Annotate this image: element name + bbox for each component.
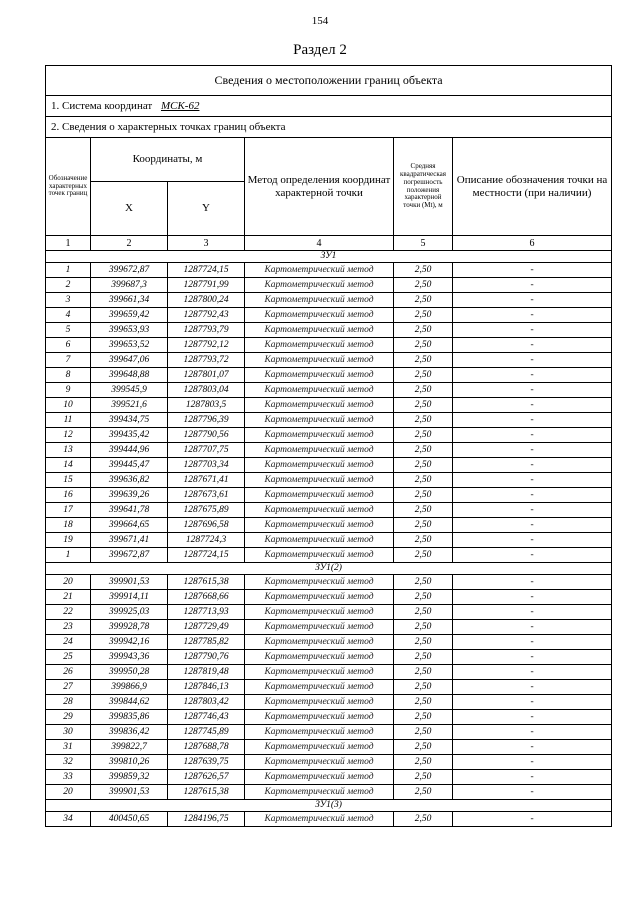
x-coordinate-cell: 399914,11 [91,590,168,605]
y-coordinate-cell: 1287785,82 [168,635,245,650]
rmse-cell: 2,50 [394,458,453,473]
x-coordinate-cell: 399653,93 [91,323,168,338]
y-coordinate-cell: 1287724,15 [168,263,245,278]
point-number-cell: 25 [46,650,91,665]
x-coordinate-cell: 399521,6 [91,398,168,413]
y-coordinate-cell: 1287803,04 [168,383,245,398]
table-row [46,590,612,605]
rmse-cell: 2,50 [394,398,453,413]
x-coordinate-cell: 399653,52 [91,338,168,353]
table-row [46,548,612,563]
rmse-cell: 2,50 [394,770,453,785]
description-cell: - [453,725,612,740]
description-cell: - [453,308,612,323]
y-coordinate-cell: 1284196,75 [168,812,245,827]
y-coordinate-cell: 1287724,3 [168,533,245,548]
description-cell: - [453,740,612,755]
x-coordinate-cell: 399435,42 [91,428,168,443]
rmse-cell: 2,50 [394,368,453,383]
x-coordinate-cell: 399859,32 [91,770,168,785]
y-coordinate-cell: 1287790,56 [168,428,245,443]
point-number-cell: 19 [46,533,91,548]
y-coordinate-cell: 1287675,89 [168,503,245,518]
point-number-cell: 18 [46,518,91,533]
y-coordinate-cell: 1287724,15 [168,548,245,563]
coordinate-system-value: МСК-62 [160,100,200,112]
point-number-cell: 33 [46,770,91,785]
x-coordinate-cell: 399545,9 [91,383,168,398]
point-number-cell: 24 [46,635,91,650]
method-cell: Картометрический метод [245,695,394,710]
rmse-cell: 2,50 [394,263,453,278]
table-row [46,620,612,635]
method-cell: Картометрический метод [245,383,394,398]
method-cell: Картометрический метод [245,755,394,770]
rmse-cell: 2,50 [394,740,453,755]
method-cell: Картометрический метод [245,680,394,695]
description-cell: - [453,548,612,563]
description-cell: - [453,413,612,428]
rmse-cell: 2,50 [394,323,453,338]
y-coordinate-cell: 1287792,43 [168,308,245,323]
rmse-cell: 2,50 [394,293,453,308]
description-cell: - [453,488,612,503]
y-coordinate-cell: 1287793,79 [168,323,245,338]
x-coordinate-cell: 399647,06 [91,353,168,368]
table-row [46,785,612,800]
point-number-cell: 32 [46,755,91,770]
method-cell: Картометрический метод [245,740,394,755]
description-cell: - [453,695,612,710]
x-coordinate-cell: 399925,03 [91,605,168,620]
page-number: 154 [311,15,329,27]
method-cell: Картометрический метод [245,473,394,488]
coordinate-system-row [46,96,612,117]
rmse-cell: 2,50 [394,308,453,323]
y-coordinate-cell: 1287792,12 [168,338,245,353]
point-number-cell: 8 [46,368,91,383]
point-number-cell: 11 [46,413,91,428]
description-cell: - [453,368,612,383]
method-cell: Картометрический метод [245,812,394,827]
method-cell: Картометрический метод [245,785,394,800]
rmse-cell: 2,50 [394,548,453,563]
group-row [46,251,612,263]
method-cell: Картометрический метод [245,605,394,620]
x-coordinate-cell: 399844,62 [91,695,168,710]
x-coordinate-cell: 399928,78 [91,620,168,635]
table-row [46,458,612,473]
column-number: 1 [46,236,91,251]
x-coordinate-cell: 399687,3 [91,278,168,293]
table-row [46,278,612,293]
table-row [46,812,612,827]
x-coordinate-cell: 399648,88 [91,368,168,383]
group-name: ЗУ1(3) [46,800,612,812]
table-row [46,383,612,398]
section-title: Раздел 2 [293,42,347,58]
point-number-cell: 1 [46,263,91,278]
point-number-cell: 16 [46,488,91,503]
y-coordinate-cell: 1287745,89 [168,725,245,740]
method-cell: Картометрический метод [245,575,394,590]
y-coordinate-cell: 1287713,93 [168,605,245,620]
column-number: 3 [168,236,245,251]
description-cell: - [453,710,612,725]
table-row [46,428,612,443]
point-number-cell: 14 [46,458,91,473]
header-method: Метод определения координат характерной точки [245,138,394,236]
point-number-cell: 10 [46,398,91,413]
y-coordinate-cell: 1287819,48 [168,665,245,680]
description-cell: - [453,680,612,695]
x-coordinate-cell: 400450,65 [91,812,168,827]
x-coordinate-cell: 399664,65 [91,518,168,533]
rmse-cell: 2,50 [394,812,453,827]
rmse-cell: 2,50 [394,635,453,650]
table-row [46,353,612,368]
point-number-cell: 22 [46,605,91,620]
rmse-cell: 2,50 [394,428,453,443]
description-cell: - [453,503,612,518]
table-row [46,533,612,548]
x-coordinate-cell: 399835,86 [91,710,168,725]
y-coordinate-cell: 1287791,99 [168,278,245,293]
x-coordinate-cell: 399942,16 [91,635,168,650]
y-coordinate-cell: 1287846,13 [168,680,245,695]
rmse-cell: 2,50 [394,518,453,533]
method-cell: Картометрический метод [245,503,394,518]
x-coordinate-cell: 399672,87 [91,548,168,563]
rmse-cell: 2,50 [394,353,453,368]
description-cell: - [453,635,612,650]
point-number-cell: 3 [46,293,91,308]
table-row [46,443,612,458]
table-row [46,710,612,725]
description-cell: - [453,338,612,353]
point-number-cell: 6 [46,338,91,353]
table-row [46,725,612,740]
x-coordinate-cell: 399901,53 [91,785,168,800]
x-coordinate-cell: 399836,42 [91,725,168,740]
y-coordinate-cell: 1287671,41 [168,473,245,488]
description-cell: - [453,353,612,368]
description-cell: - [453,458,612,473]
rmse-cell: 2,50 [394,488,453,503]
table-row [46,755,612,770]
y-coordinate-cell: 1287703,34 [168,458,245,473]
method-cell: Картометрический метод [245,398,394,413]
description-cell: - [453,323,612,338]
description-cell: - [453,518,612,533]
table-title: Сведения о местоположении границ объекта [46,66,612,96]
method-cell: Картометрический метод [245,650,394,665]
y-coordinate-cell: 1287707,75 [168,443,245,458]
rmse-cell: 2,50 [394,473,453,488]
y-coordinate-cell: 1287696,58 [168,518,245,533]
table-row [46,680,612,695]
table-row [46,503,612,518]
table-row [46,650,612,665]
description-cell: - [453,755,612,770]
rmse-cell: 2,50 [394,338,453,353]
y-coordinate-cell: 1287790,76 [168,650,245,665]
method-cell: Картометрический метод [245,590,394,605]
point-number-cell: 30 [46,725,91,740]
y-coordinate-cell: 1287746,43 [168,710,245,725]
point-number-cell: 4 [46,308,91,323]
table-row [46,338,612,353]
table-row [46,635,612,650]
description-cell: - [453,428,612,443]
description-cell: - [453,665,612,680]
point-number-cell: 23 [46,620,91,635]
point-number-cell: 2 [46,278,91,293]
method-cell: Картометрический метод [245,353,394,368]
rmse-cell: 2,50 [394,680,453,695]
rmse-cell: 2,50 [394,620,453,635]
method-cell: Картометрический метод [245,770,394,785]
table-row [46,770,612,785]
x-coordinate-cell: 399866,9 [91,680,168,695]
method-cell: Картометрический метод [245,620,394,635]
rmse-cell: 2,50 [394,605,453,620]
y-coordinate-cell: 1287793,72 [168,353,245,368]
table-row [46,488,612,503]
point-number-cell: 12 [46,428,91,443]
header-point-designation: Обозначение характерных точек границ [46,138,91,236]
y-coordinate-cell: 1287668,66 [168,590,245,605]
rmse-cell: 2,50 [394,278,453,293]
points-title: 2. Сведения о характерных точках границ объекта [46,117,612,138]
method-cell: Картометрический метод [245,725,394,740]
description-cell: - [453,533,612,548]
description-cell: - [453,383,612,398]
column-number: 5 [394,236,453,251]
x-coordinate-cell: 399659,42 [91,308,168,323]
table-row [46,518,612,533]
column-number: 2 [91,236,168,251]
column-number: 4 [245,236,394,251]
rmse-cell: 2,50 [394,590,453,605]
boundary-points-table [45,65,612,827]
y-coordinate-cell: 1287803,5 [168,398,245,413]
rmse-cell: 2,50 [394,710,453,725]
y-coordinate-cell: 1287615,38 [168,575,245,590]
table-row [46,413,612,428]
header-x: X [91,182,168,236]
rmse-cell: 2,50 [394,533,453,548]
point-number-cell: 1 [46,548,91,563]
description-cell: - [453,590,612,605]
y-coordinate-cell: 1287796,39 [168,413,245,428]
y-coordinate-cell: 1287639,75 [168,755,245,770]
rmse-cell: 2,50 [394,503,453,518]
group-row [46,800,612,812]
table-row [46,293,612,308]
rmse-cell: 2,50 [394,575,453,590]
column-number: 6 [453,236,612,251]
table-row [46,575,612,590]
method-cell: Картометрический метод [245,533,394,548]
point-number-cell: 20 [46,785,91,800]
method-cell: Картометрический метод [245,635,394,650]
method-cell: Картометрический метод [245,413,394,428]
method-cell: Картометрический метод [245,518,394,533]
point-number-cell: 7 [46,353,91,368]
y-coordinate-cell: 1287800,24 [168,293,245,308]
x-coordinate-cell: 399434,75 [91,413,168,428]
table-row [46,368,612,383]
method-cell: Картометрический метод [245,308,394,323]
method-cell: Картометрический метод [245,458,394,473]
point-number-cell: 17 [46,503,91,518]
description-cell: - [453,650,612,665]
x-coordinate-cell: 399901,53 [91,575,168,590]
point-number-cell: 27 [46,680,91,695]
y-coordinate-cell: 1287626,57 [168,770,245,785]
method-cell: Картометрический метод [245,428,394,443]
rmse-cell: 2,50 [394,725,453,740]
rmse-cell: 2,50 [394,755,453,770]
table-row [46,308,612,323]
description-cell: - [453,812,612,827]
y-coordinate-cell: 1287673,61 [168,488,245,503]
description-cell: - [453,620,612,635]
x-coordinate-cell: 399822,7 [91,740,168,755]
description-cell: - [453,398,612,413]
method-cell: Картометрический метод [245,263,394,278]
y-coordinate-cell: 1287729,49 [168,620,245,635]
description-cell: - [453,575,612,590]
x-coordinate-cell: 399672,87 [91,263,168,278]
x-coordinate-cell: 399943,36 [91,650,168,665]
method-cell: Картометрический метод [245,488,394,503]
point-number-cell: 29 [46,710,91,725]
y-coordinate-cell: 1287615,38 [168,785,245,800]
table-row [46,398,612,413]
group-name: ЗУ1(2) [46,563,612,575]
header-rmse: Средняя квадратическая погрешность положения характерной точки (Mt), м [394,138,453,236]
table-row [46,665,612,680]
method-cell: Картометрический метод [245,548,394,563]
point-number-cell: 13 [46,443,91,458]
point-number-cell: 31 [46,740,91,755]
method-cell: Картометрический метод [245,293,394,308]
table-row [46,605,612,620]
header-y: Y [168,182,245,236]
description-cell: - [453,785,612,800]
coordinate-system-label: 1. Система координат [51,100,153,112]
point-number-cell: 21 [46,590,91,605]
x-coordinate-cell: 399671,41 [91,533,168,548]
y-coordinate-cell: 1287801,07 [168,368,245,383]
x-coordinate-cell: 399444,96 [91,443,168,458]
table-row [46,263,612,278]
description-cell: - [453,443,612,458]
group-name: ЗУ1 [46,251,612,263]
x-coordinate-cell: 399641,78 [91,503,168,518]
rmse-cell: 2,50 [394,650,453,665]
table-row [46,695,612,710]
description-cell: - [453,278,612,293]
method-cell: Картометрический метод [245,278,394,293]
point-number-cell: 20 [46,575,91,590]
point-number-cell: 26 [46,665,91,680]
x-coordinate-cell: 399950,28 [91,665,168,680]
method-cell: Картометрический метод [245,368,394,383]
rmse-cell: 2,50 [394,665,453,680]
rmse-cell: 2,50 [394,695,453,710]
method-cell: Картометрический метод [245,338,394,353]
x-coordinate-cell: 399636,82 [91,473,168,488]
description-cell: - [453,770,612,785]
method-cell: Картометрический метод [245,323,394,338]
method-cell: Картометрический метод [245,710,394,725]
table-row [46,740,612,755]
x-coordinate-cell: 399445,47 [91,458,168,473]
rmse-cell: 2,50 [394,413,453,428]
y-coordinate-cell: 1287803,42 [168,695,245,710]
header-description: Описание обозначения точки на местности (при наличии) [453,138,612,236]
x-coordinate-cell: 399639,26 [91,488,168,503]
point-number-cell: 9 [46,383,91,398]
point-number-cell: 34 [46,812,91,827]
description-cell: - [453,263,612,278]
group-row [46,563,612,575]
x-coordinate-cell: 399810,26 [91,755,168,770]
x-coordinate-cell: 399661,34 [91,293,168,308]
point-number-cell: 28 [46,695,91,710]
rmse-cell: 2,50 [394,443,453,458]
description-cell: - [453,293,612,308]
table-row [46,473,612,488]
header-coordinates: Координаты, м [91,138,245,182]
table-row [46,323,612,338]
y-coordinate-cell: 1287688,78 [168,740,245,755]
point-number-cell: 5 [46,323,91,338]
method-cell: Картометрический метод [245,665,394,680]
point-number-cell: 15 [46,473,91,488]
rmse-cell: 2,50 [394,383,453,398]
description-cell: - [453,473,612,488]
method-cell: Картометрический метод [245,443,394,458]
description-cell: - [453,605,612,620]
rmse-cell: 2,50 [394,785,453,800]
